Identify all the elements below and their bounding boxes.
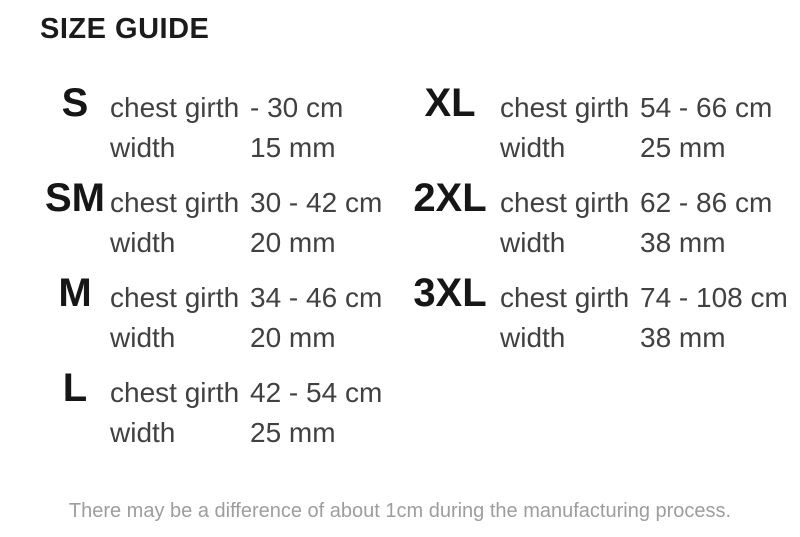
chest-girth-line	[500, 88, 772, 128]
size-details	[500, 278, 788, 358]
size-row-sm	[40, 176, 400, 263]
size-row-l	[40, 366, 400, 453]
size-label: 2XL	[413, 176, 487, 220]
size-column-right	[400, 81, 800, 468]
width-line	[500, 128, 772, 168]
size-details	[110, 183, 382, 263]
width-line	[110, 413, 382, 453]
chest-girth-value: - 30 cm	[250, 92, 344, 123]
size-row-3xl	[400, 271, 800, 358]
chest-girth-line	[110, 183, 382, 223]
width-line	[110, 223, 382, 263]
size-details	[110, 88, 343, 168]
size-label: SM	[45, 176, 105, 220]
chest-girth-label: chest girth	[500, 187, 630, 218]
size-details	[110, 278, 382, 358]
chest-girth-label: chest girth	[110, 187, 240, 218]
chest-girth-value: 42 - 54 cm	[250, 377, 383, 408]
width-line	[500, 223, 772, 263]
size-guide-columns	[40, 81, 800, 468]
width-label: width	[110, 227, 176, 258]
size-label: M	[58, 271, 92, 315]
chest-girth-value: 34 - 46 cm	[250, 282, 383, 313]
chest-girth-label: chest girth	[500, 92, 630, 123]
size-column-left	[40, 81, 400, 468]
width-line	[500, 318, 788, 358]
width-value: 38 mm	[640, 227, 726, 258]
chest-girth-label: chest girth	[500, 282, 630, 313]
chest-girth-line	[500, 278, 788, 318]
width-line	[110, 318, 382, 358]
width-line	[110, 128, 343, 168]
width-value: 25 mm	[250, 417, 336, 448]
chest-girth-label: chest girth	[110, 92, 240, 123]
chest-girth-value: 74 - 108 cm	[640, 282, 788, 313]
width-label: width	[500, 227, 566, 258]
width-value: 15 mm	[250, 132, 336, 163]
chest-girth-value: 62 - 86 cm	[640, 187, 773, 218]
width-value: 38 mm	[640, 322, 726, 353]
page-title: SIZE GUIDE	[40, 13, 210, 45]
size-row-xl	[400, 81, 800, 168]
width-label: width	[110, 132, 176, 163]
chest-girth-line	[110, 278, 382, 318]
width-label: width	[500, 132, 566, 163]
size-label: XL	[424, 81, 476, 125]
chest-girth-value: 30 - 42 cm	[250, 187, 383, 218]
width-label: width	[500, 322, 566, 353]
size-details	[110, 373, 382, 453]
size-label: L	[62, 366, 88, 410]
chest-girth-value: 54 - 66 cm	[640, 92, 773, 123]
size-row-s	[40, 81, 400, 168]
size-row-m	[40, 271, 400, 358]
manufacturing-disclaimer: There may be a difference of about 1cm during the manufacturing process.	[68, 500, 732, 522]
width-value: 25 mm	[640, 132, 726, 163]
chest-girth-label: chest girth	[110, 377, 240, 408]
size-details	[500, 88, 772, 168]
width-value: 20 mm	[250, 227, 336, 258]
width-label: width	[110, 417, 176, 448]
chest-girth-line	[500, 183, 772, 223]
size-label: S	[61, 81, 89, 125]
width-label: width	[110, 322, 176, 353]
width-value: 20 mm	[250, 322, 336, 353]
size-row-2xl	[400, 176, 800, 263]
chest-girth-label: chest girth	[110, 282, 240, 313]
chest-girth-line	[110, 373, 382, 413]
size-details	[500, 183, 772, 263]
size-label: 3XL	[413, 271, 487, 315]
chest-girth-line	[110, 88, 343, 128]
